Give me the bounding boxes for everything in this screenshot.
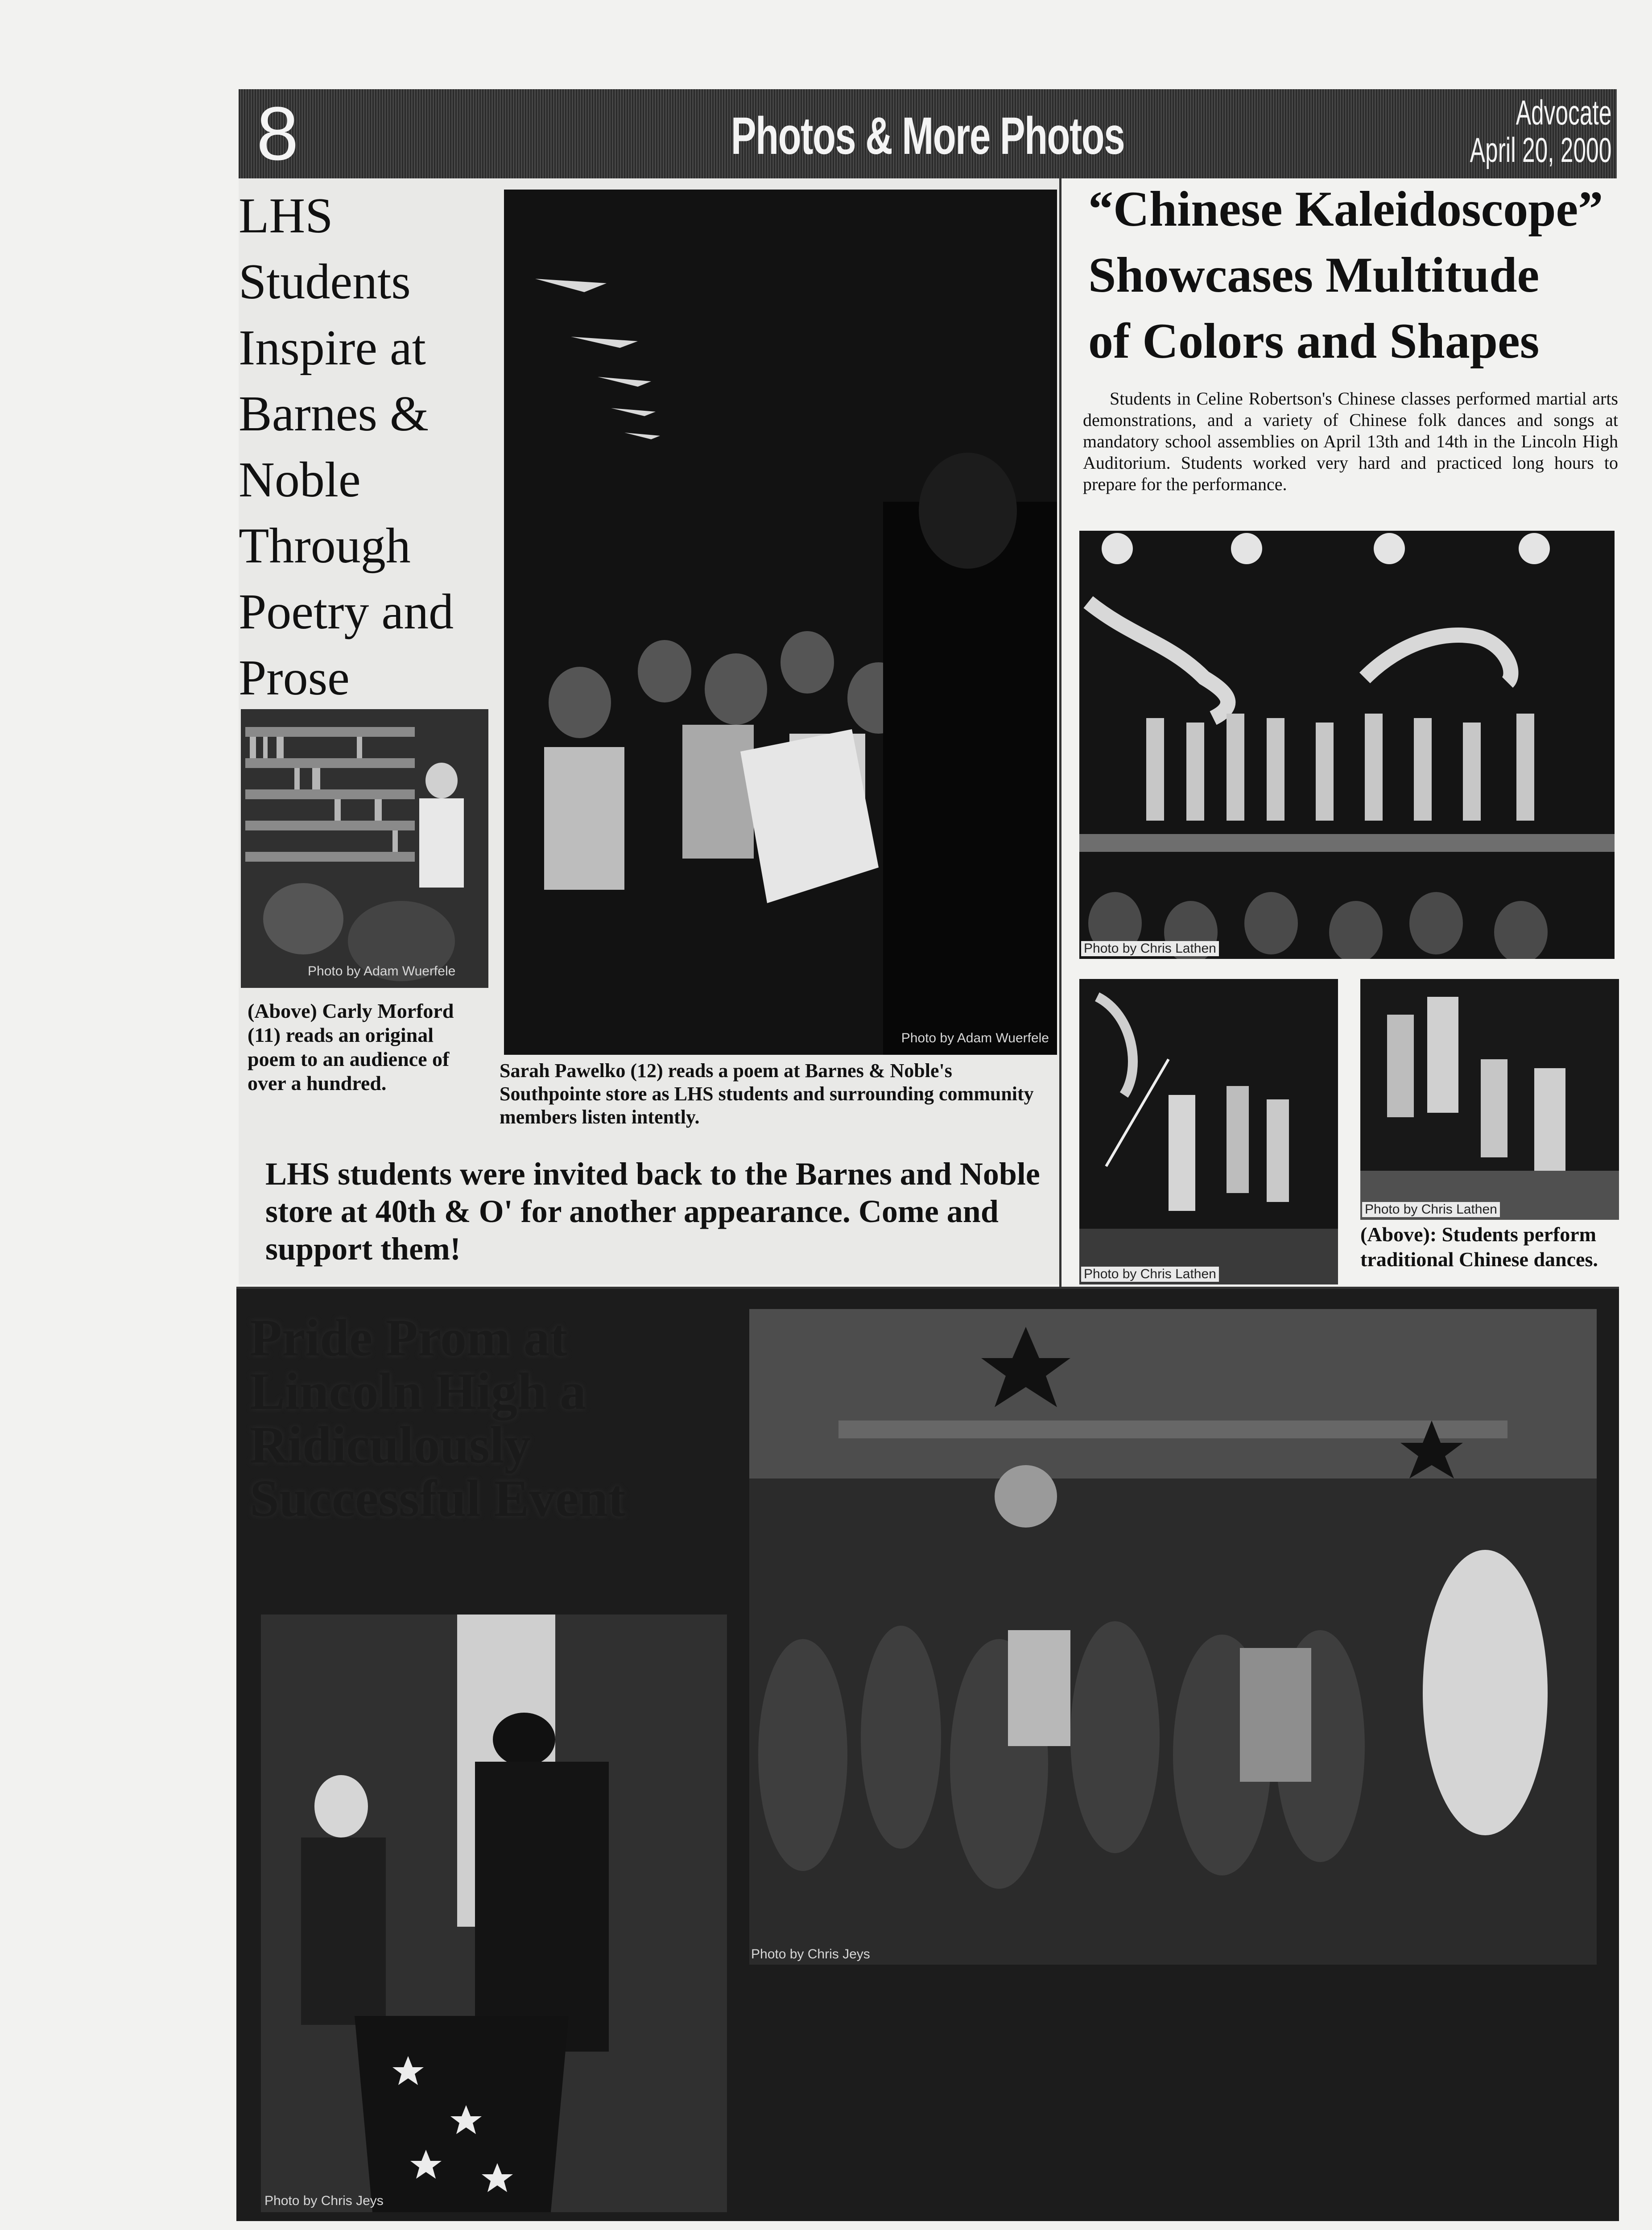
- section-divider: [236, 1287, 1619, 1289]
- kaleidoscope-headline-line-2: Showcases Multitude: [1088, 248, 1540, 303]
- publication-name: Advocate: [1516, 93, 1611, 132]
- kaleidoscope-body: Students in Celine Robertson's Chinese classes performed martial arts demonstrations, and a variety of Chinese folk dances and songs at mandatory school assemblies on April 13th and 14th in the Lincoln High Auditorium. Students worked very hard and practiced long hours to prepare for the performance.: [1083, 388, 1618, 494]
- kaleidoscope-headline-line-3: of Colors and Shapes: [1088, 314, 1540, 369]
- barnes-large-caption: Sarah Pawelko (12) reads a poem at Barnes & Noble's Southpointe store as LHS students and surrounding community members listen intently.: [500, 1060, 1034, 1128]
- kaleidoscope-main-photo: [1079, 531, 1615, 959]
- barnes-large-photo-credit: Photo by Adam Wuerfele: [901, 1031, 1049, 1045]
- dragon-dance-illustration: [1079, 531, 1615, 959]
- kaleidoscope-main-credit: Photo by Chris Lathen: [1081, 941, 1219, 956]
- issue-date: April 20, 2000: [1470, 130, 1611, 169]
- kaleidoscope-headline-line-1: “Chinese Kaleidoscope”: [1088, 182, 1603, 237]
- prom-headline: Pride Prom at Lincoln High a Ridiculously Successful Event: [250, 1309, 626, 1528]
- section-title: Photos & More Photos: [731, 107, 1125, 165]
- prom-dance-credit: Photo by Chris Jeys: [751, 1947, 870, 1962]
- folk-dance-illustration: [1360, 979, 1619, 1220]
- barnes-headline: LHS Students Inspire at Barnes & Noble Through Poetry and Prose: [239, 188, 454, 706]
- barnes-banner: LHS students were invited back to the Barnes and Noble store at 40th & O' for another appearance. Come and support them!: [265, 1156, 1040, 1267]
- kaleidoscope-right-photo: [1360, 979, 1619, 1220]
- kaleidoscope-left-photo: [1079, 979, 1338, 1284]
- barnes-small-photo-credit: Photo by Adam Wuerfele: [308, 964, 456, 979]
- column-divider: [1059, 178, 1061, 1289]
- kaleidoscope-headline: [1088, 176, 1610, 374]
- costume-illustration: [261, 1615, 727, 2212]
- page-number: 8: [256, 91, 299, 176]
- prom-costume-credit: Photo by Chris Jeys: [264, 2193, 384, 2208]
- prom-dance-photo: [749, 1309, 1597, 1965]
- dance-floor-illustration: [749, 1309, 1597, 1965]
- prom-costume-photo: [261, 1615, 727, 2212]
- barnes-small-caption: (Above) Carly Morford (11) reads an original poem to an audience of over a hundred.: [248, 999, 454, 1094]
- barnes-large-photo: [504, 190, 1057, 1055]
- kaleidoscope-left-credit: Photo by Chris Lathen: [1081, 1267, 1219, 1282]
- bookshelf-illustration: [241, 709, 488, 988]
- publication-info: [1470, 94, 1611, 169]
- kaleidoscope-caption: (Above): Students perform traditional Chinese dances.: [1360, 1223, 1598, 1271]
- reading-illustration: [504, 190, 1057, 1055]
- sword-dance-illustration: [1079, 979, 1338, 1284]
- masthead: [239, 89, 1617, 178]
- kaleidoscope-right-credit: Photo by Chris Lathen: [1362, 1202, 1500, 1217]
- barnes-small-photo: [241, 709, 488, 988]
